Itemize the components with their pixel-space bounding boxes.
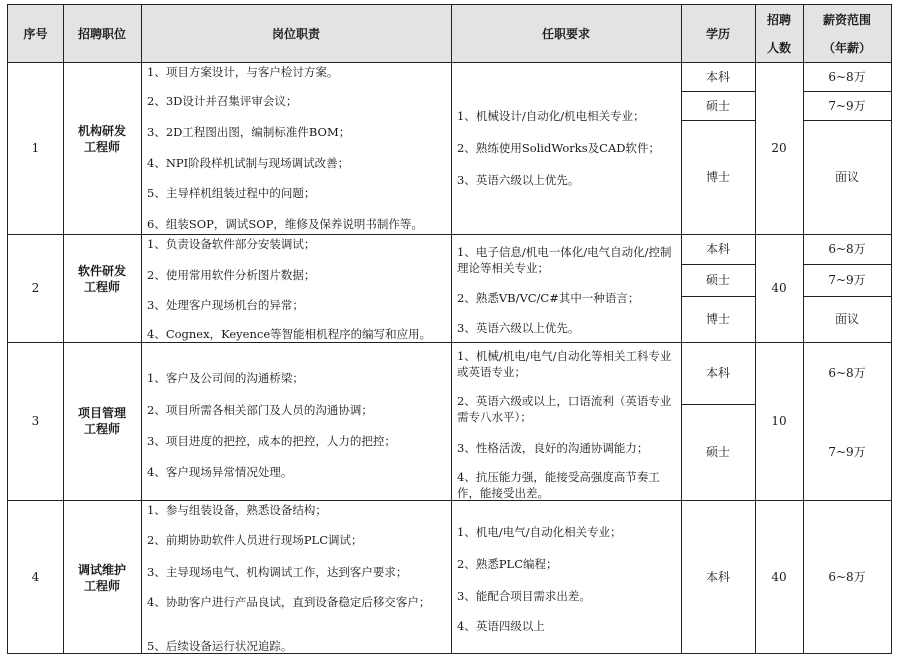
row1-education: 硕士 (705, 98, 730, 113)
row3-duty: 2、项目所需各相关部门及人员的沟通协调； (147, 403, 373, 417)
row1-salary: 6~8万 (828, 69, 866, 84)
row4-duty: 2、前期协助软件人员进行现场PLC调试； (147, 533, 363, 547)
header-duties: 岗位职责 (271, 26, 320, 41)
row4-seq: 4 (31, 569, 40, 584)
row1-duty: 1、项目方案设计，与客户检讨方案。 (147, 65, 339, 79)
row4-duty: 4、协助客户进行产品良试，直到设备稳定后移交客户； (147, 595, 431, 609)
row1-duty: 5、主导样机组装过程中的问题； (147, 186, 316, 200)
row4-position-line2: 工程师 (83, 579, 120, 593)
col-divider (141, 5, 142, 653)
row1-position-line2: 工程师 (83, 140, 120, 154)
row3-position-line2: 工程师 (83, 422, 120, 436)
row2-position-line2: 工程师 (83, 280, 120, 294)
row3-requirement: 4、抗压能力强，能接受高强度高节奏工作，能接受出差。 (457, 470, 660, 500)
row4-requirement: 4、英语四级以上 (457, 619, 545, 633)
row1-duty: 2、3D设计并召集评审会议； (147, 94, 298, 108)
row3-position-line1: 项目管理 (77, 406, 126, 420)
row2-salary: 7~9万 (828, 273, 866, 287)
col-divider (451, 5, 452, 653)
row2-duty: 4、Cognex，Keyence等智能相机程序的编写和应用。 (147, 327, 432, 341)
row2-salary: 6~8万 (828, 242, 866, 256)
row3-duty: 3、项目进度的把控，成本的把控，人力的把控； (147, 434, 396, 448)
row4-salary: 6~8万 (828, 569, 866, 584)
row1-seq: 1 (31, 141, 40, 155)
row3-count: 10 (771, 414, 787, 428)
row2-count: 40 (771, 281, 787, 295)
col-divider (63, 5, 64, 653)
header-education: 学历 (705, 26, 730, 41)
row4-position-line1: 调试维护 (77, 563, 126, 577)
row3-seq: 3 (31, 414, 40, 428)
recruitment-table (7, 4, 892, 654)
row1-requirement: 3、英语六级以上优先。 (457, 173, 580, 187)
row4-duty: 5、后续设备运行状况追踪。 (147, 639, 293, 653)
row2-education: 博士 (705, 312, 730, 326)
row3-salary: 7~9万 (828, 445, 866, 459)
row2-education: 本科 (705, 242, 730, 256)
header-salary-line1: 薪资范围 (822, 13, 871, 27)
row2-duty: 2、使用常用软件分析图片数据； (147, 268, 316, 282)
header-salary-line2: （年薪） (822, 41, 871, 55)
header-seq: 序号 (23, 26, 48, 41)
row1-requirement: 1、机械设计/自动化/机电相关专业； (457, 109, 645, 123)
row4-duty: 3、主导现场电气、机构调试工作，达到客户要求； (147, 565, 408, 579)
row3-salary: 6~8万 (828, 366, 866, 380)
row3-duty: 1、客户及公司间的沟通桥梁； (147, 371, 304, 385)
row2-duty: 3、处理客户现场机台的异常； (147, 298, 304, 312)
row4-count: 40 (771, 569, 787, 584)
row2-requirement: 2、熟悉VB/VC/C#其中一种语言； (457, 291, 640, 305)
row4-requirement: 1、机电/电气/自动化相关专业； (457, 525, 622, 539)
row1-position-line1: 机构研发 (77, 124, 126, 138)
row1-salary: 面议 (834, 170, 859, 184)
row4-requirement: 3、能配合项目需求出差。 (457, 589, 591, 603)
row3-requirement: 1、机械/机电/电气/自动化等相关工科专业或英语专业； (457, 349, 672, 379)
row1-duty: 3、2D工程图出图，编制标准件BOM； (147, 125, 351, 139)
row1-duty: 4、NPI阶段样机试制与现场调试改善； (147, 156, 350, 170)
row2-requirement: 3、英语六级以上优先。 (457, 321, 580, 335)
row3-duty: 4、客户现场异常情况处理。 (147, 465, 293, 479)
row1-count: 20 (771, 141, 787, 155)
row3-education: 本科 (705, 366, 730, 380)
row3-requirement: 3、性格活泼，良好的沟通协调能力； (457, 441, 649, 455)
row4-requirement: 2、熟悉PLC编程； (457, 557, 558, 571)
row1-duty: 6、组装SOP，调试SOP，维修及保养说明书制作等。 (147, 217, 423, 231)
row2-education: 硕士 (705, 273, 730, 287)
header-count-line2: 人数 (766, 41, 791, 55)
row3-education: 硕士 (705, 445, 730, 459)
header-count-line1: 招聘 (766, 13, 791, 27)
row2-requirement: 1、电子信息/机电一体化/电气自动化/控制理论等相关专业； (457, 245, 672, 275)
row2-seq: 2 (31, 281, 40, 295)
row1-salary: 7~9万 (828, 98, 866, 113)
row4-education: 本科 (705, 569, 730, 584)
row3-requirement: 2、英语六级或以上，口语流利（英语专业需专八水平）； (457, 394, 672, 424)
row1-education: 博士 (705, 170, 730, 184)
row2-position-line1: 软件研发 (77, 264, 126, 278)
row2-salary: 面议 (834, 312, 859, 326)
row1-education: 本科 (705, 69, 730, 84)
row4-duty: 1、参与组装设备，熟悉设备结构； (147, 503, 327, 517)
header-requirements: 任职要求 (541, 26, 590, 41)
header-position: 招聘职位 (77, 26, 126, 41)
row2-duty: 1、负责设备软件部分安装调试； (147, 237, 316, 251)
row1-requirement: 2、熟练使用SolidWorks及CAD软件； (457, 141, 660, 155)
